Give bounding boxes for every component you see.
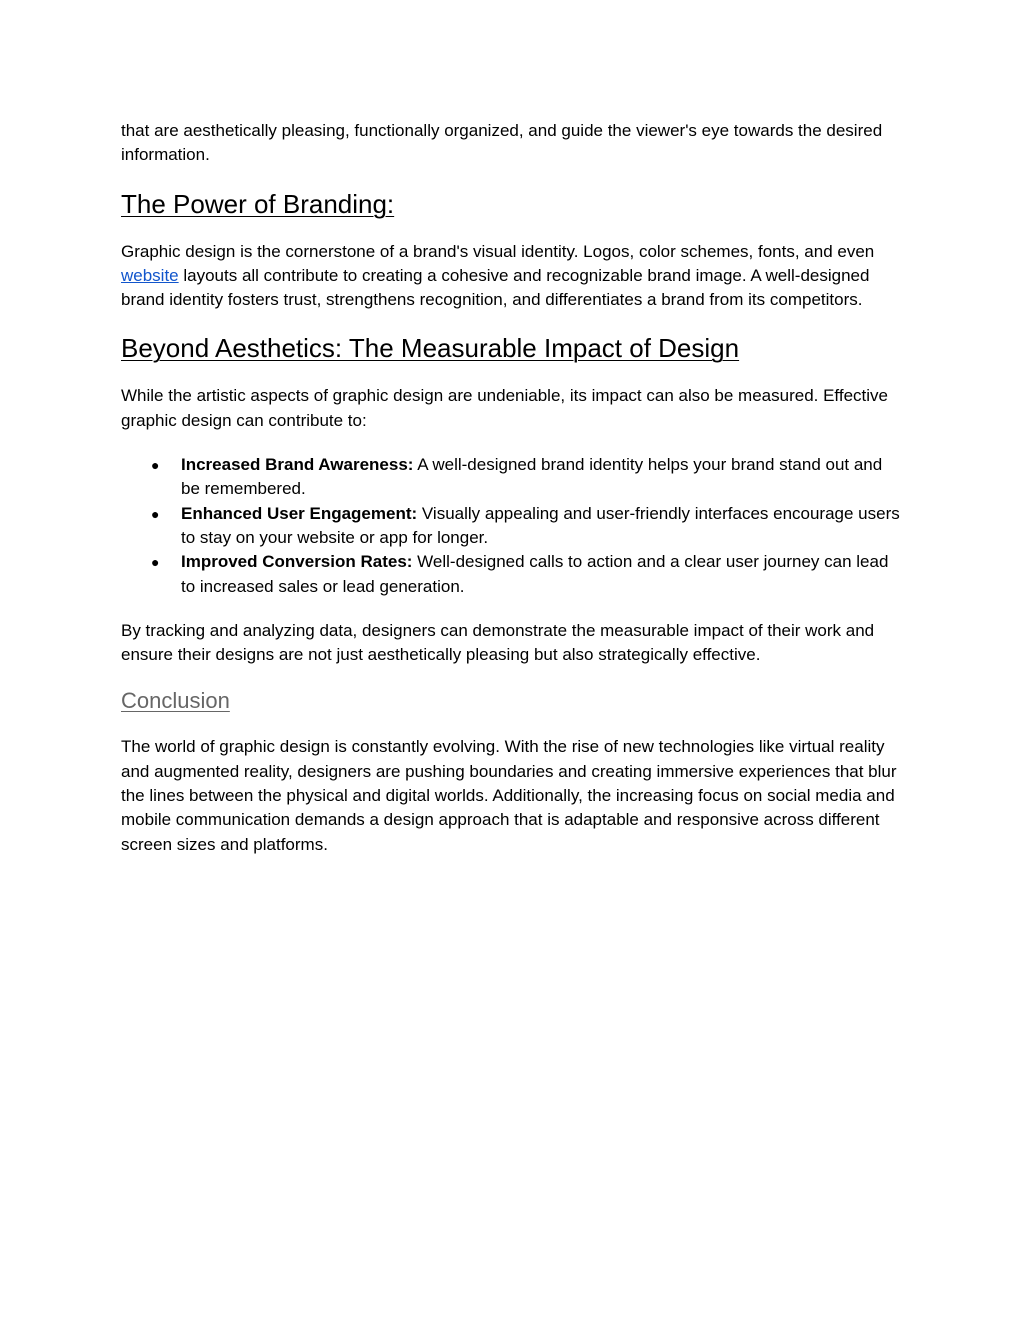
impact-heading: Beyond Aesthetics: The Measurable Impact of Design xyxy=(121,333,740,364)
intro-paragraph: that are aesthetically pleasing, functionally organized, and guide the viewer's eye towards the desired information. xyxy=(121,121,883,165)
conclusion-heading: Conclusion xyxy=(121,688,230,714)
bullet-icon: ● xyxy=(151,554,160,571)
list-item xyxy=(121,502,901,551)
document-page xyxy=(121,119,911,857)
list-item xyxy=(121,453,901,502)
bullet-title: Enhanced User Engagement: xyxy=(181,503,418,523)
bullet-title: Increased Brand Awareness: xyxy=(181,455,414,475)
bullet-text: A well-designed brand identity helps your brand stand out and be remembered. xyxy=(181,455,883,499)
impact-intro-paragraph: While the artistic aspects of graphic design are undeniable, its impact can also be measured. Effective graphic design can contribute to: xyxy=(121,386,888,430)
bullet-title: Improved Conversion Rates: xyxy=(181,552,413,572)
impact-closing-paragraph: By tracking and analyzing data, designers can demonstrate the measurable impact of their work and ensure their designs are not just aesthetically pleasing but also strategically effective. xyxy=(121,620,875,665)
branding-text-after-link: layouts all contribute to creating a cohesive and recognizable brand image. A well-designed brand identity fosters trust, strengthens recognition, and differentiates a brand from its competitors. xyxy=(121,265,870,310)
list-item xyxy=(121,550,901,599)
bullet-text: Visually appealing and user-friendly interfaces encourage users to stay on your website or app for longer. xyxy=(181,503,900,547)
impact-bullet-list xyxy=(121,453,901,599)
bullet-icon: ● xyxy=(151,457,160,474)
bullet-icon: ● xyxy=(151,505,160,522)
website-link[interactable]: website xyxy=(121,265,179,285)
bullet-text: Well-designed calls to action and a clear user journey can lead to increased sales or lead generation. xyxy=(181,552,889,596)
branding-text-before-link: Graphic design is the cornerstone of a brand's visual identity. Logos, color schemes, fonts, and even xyxy=(121,241,875,261)
branding-paragraph xyxy=(121,240,901,313)
branding-heading: The Power of Branding: xyxy=(121,188,395,219)
conclusion-paragraph: The world of graphic design is constantly evolving. With the rise of new technologies like virtual reality and augmented reality, designers are pushing boundaries and creating immersive experiences that blur the lines between the physical and digital worlds. Additionally, the increasing focus on social media and mobile communication demands a design approach that is adaptable and responsive across different screen sizes and platforms. xyxy=(121,737,897,854)
